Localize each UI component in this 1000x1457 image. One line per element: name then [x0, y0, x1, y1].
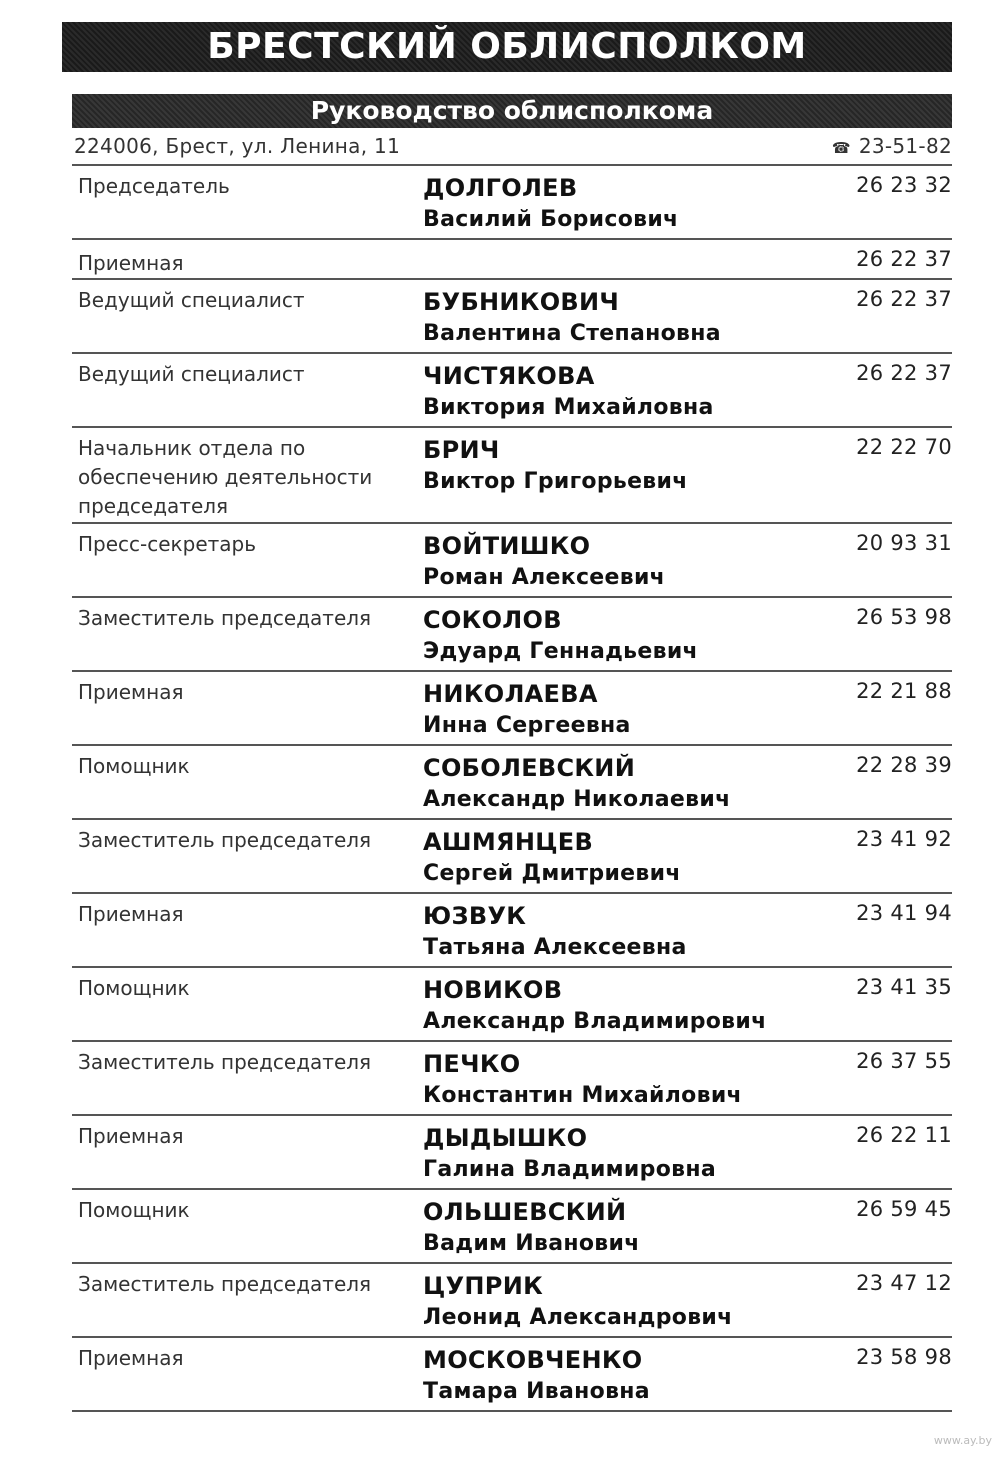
given-name: Константин Михайлович [423, 1083, 742, 1108]
given-name: Эдуард Геннадьевич [423, 639, 698, 664]
phone-cell: 22 21 88 [856, 679, 952, 703]
table-row [72, 1116, 952, 1190]
surname: ЦУПРИК [423, 1272, 543, 1300]
surname: БРИЧ [423, 436, 500, 464]
position-cell: Заместитель председателя [78, 828, 372, 852]
position-cell: Начальник отдела по обеспечению деятельности председателя [78, 436, 373, 518]
phone-cell: 22 28 39 [856, 753, 952, 777]
position-cell: Ведущий специалист [78, 362, 305, 386]
phone-cell: 23 47 12 [856, 1271, 952, 1295]
position-cell: Председатель [78, 174, 230, 198]
watermark: www.ay.by [933, 1434, 992, 1447]
phone-cell: 23 41 92 [856, 827, 952, 851]
given-name: Александр Владимирович [423, 1009, 767, 1034]
surname: ДОЛГОЛЕВ [423, 174, 578, 202]
surname: АШМЯНЦЕВ [423, 828, 594, 856]
address-row [74, 128, 952, 164]
position-cell: Заместитель председателя [78, 1272, 372, 1296]
phone-cell: 26 22 37 [856, 287, 952, 311]
table-row [72, 428, 952, 524]
table-row [72, 280, 952, 354]
given-name: Виктор Григорьевич [423, 469, 688, 494]
position-cell: Помощник [78, 1198, 190, 1222]
phone-cell: 20 93 31 [856, 531, 952, 555]
phone-cell: 23 58 98 [856, 1345, 952, 1369]
address-phone-block [832, 134, 952, 158]
name-cell [423, 286, 828, 352]
position-cell: Приемная [78, 1124, 184, 1148]
position-cell: Заместитель председателя [78, 1050, 372, 1074]
surname: ЧИСТЯКОВА [423, 362, 595, 390]
phone-cell: 26 22 11 [856, 1123, 952, 1147]
given-name: Вадим Иванович [423, 1231, 640, 1256]
address-phone: 23-51-82 [858, 134, 952, 158]
table-row [72, 894, 952, 968]
table-row [72, 598, 952, 672]
position-cell: Заместитель председателя [78, 606, 372, 630]
phone-cell: 26 22 37 [856, 247, 952, 271]
section-title: Руководство облисполкома [72, 94, 952, 128]
surname: МОСКОВЧЕНКО [423, 1346, 643, 1374]
given-name: Леонид Александрович [423, 1305, 733, 1330]
name-cell [423, 434, 828, 522]
position-cell: Пресс-секретарь [78, 532, 257, 556]
position-cell: Помощник [78, 976, 190, 1000]
phone-cell: 26 22 37 [856, 361, 952, 385]
table-row [72, 1338, 952, 1412]
surname: ДЫДЫШКО [423, 1124, 588, 1152]
surname: ЮЗВУК [423, 902, 527, 930]
phone-cell: 22 22 70 [856, 435, 952, 459]
name-cell [423, 1196, 828, 1262]
given-name: Василий Борисович [423, 207, 679, 232]
position-cell: Приемная [78, 1346, 184, 1370]
name-cell [423, 530, 828, 596]
surname: ПЕЧКО [423, 1050, 521, 1078]
position-cell: Помощник [78, 754, 190, 778]
position-cell: Приемная [78, 680, 184, 704]
contacts-table [72, 164, 952, 1412]
table-row [72, 1264, 952, 1338]
name-cell [423, 1344, 828, 1410]
given-name: Инна Сергеевна [423, 713, 631, 738]
given-name: Татьяна Алексеевна [423, 935, 687, 960]
given-name: Тамара Ивановна [423, 1379, 650, 1404]
phone-cell: 23 41 35 [856, 975, 952, 999]
surname: БУБНИКОВИЧ [423, 288, 620, 316]
surname: НИКОЛАЕВА [423, 680, 598, 708]
phone-cell: 26 59 45 [856, 1197, 952, 1221]
phone-cell: 23 41 94 [856, 901, 952, 925]
surname: СОБОЛЕВСКИЙ [423, 754, 636, 782]
name-cell [423, 172, 828, 238]
main-title: БРЕСТСКИЙ ОБЛИСПОЛКОМ [62, 22, 952, 72]
table-row [72, 354, 952, 428]
given-name: Сергей Дмитриевич [423, 861, 681, 886]
given-name: Роман Алексеевич [423, 565, 666, 590]
phone-cell: 26 37 55 [856, 1049, 952, 1073]
name-cell [423, 1270, 828, 1336]
surname: ОЛЬШЕВСКИЙ [423, 1198, 627, 1226]
phone-cell: 26 53 98 [856, 605, 952, 629]
name-cell [423, 1122, 828, 1188]
table-row [72, 746, 952, 820]
name-cell [423, 1048, 828, 1114]
table-row [72, 166, 952, 240]
name-cell [423, 678, 828, 744]
name-cell [423, 974, 828, 1040]
name-cell [423, 900, 828, 966]
address-text: 224006, Брест, ул. Ленина, 11 [74, 134, 401, 158]
name-cell [423, 826, 828, 892]
given-name: Александр Николаевич [423, 787, 731, 812]
table-row [72, 672, 952, 746]
position-cell: Ведущий специалист [78, 288, 305, 312]
name-cell [423, 246, 828, 278]
directory-page [62, 22, 952, 1412]
position-cell: Приемная [78, 251, 184, 275]
phone-icon: ☎ [831, 139, 851, 157]
position-cell: Приемная [78, 902, 184, 926]
name-cell [423, 604, 828, 670]
table-row [72, 240, 952, 280]
table-row [72, 1190, 952, 1264]
surname: ВОЙТИШКО [423, 532, 591, 560]
table-row [72, 524, 952, 598]
name-cell [423, 752, 828, 818]
name-cell [423, 360, 828, 426]
surname: СОКОЛОВ [423, 606, 562, 634]
given-name: Галина Владимировна [423, 1157, 716, 1182]
table-row [72, 1042, 952, 1116]
surname: НОВИКОВ [423, 976, 563, 1004]
given-name: Валентина Степановна [423, 321, 721, 346]
phone-cell: 26 23 32 [856, 173, 952, 197]
table-row [72, 820, 952, 894]
given-name: Виктория Михайловна [423, 395, 714, 420]
table-row [72, 968, 952, 1042]
